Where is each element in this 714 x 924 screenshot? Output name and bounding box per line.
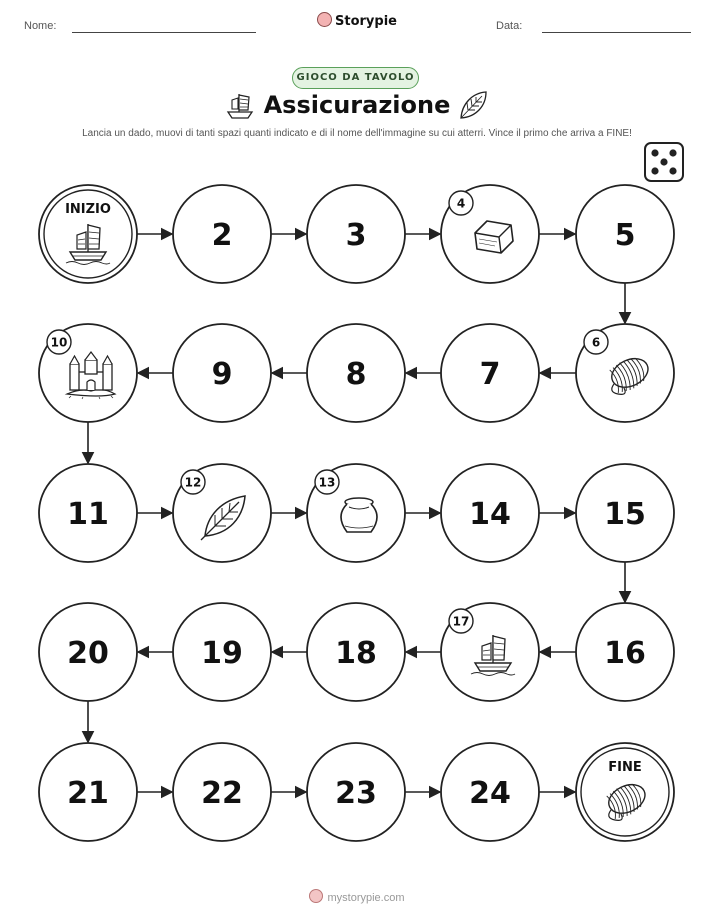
board-space [576,464,674,562]
space-number: 18 [335,636,377,671]
board-space [173,743,271,841]
board-space [441,185,539,283]
space-number: 20 [67,636,109,671]
space-number: 5 [614,218,636,253]
game-type-badge: GIOCO DA TAVOLO [292,67,419,89]
pig-icon [309,889,323,903]
board-space [441,743,539,841]
space-number: 15 [604,497,646,532]
space-number: 22 [201,776,243,811]
board-space [441,603,539,701]
board-space [307,743,405,841]
space-number-badge: 10 [50,335,68,350]
space-number-badge: 13 [318,475,336,490]
board-space [39,603,137,701]
space-number-badge: 17 [452,614,470,629]
board-space [307,185,405,283]
space-number: 8 [345,357,367,392]
board-space [307,603,405,701]
board-space [39,464,137,562]
footer [0,889,714,904]
space-number: 9 [211,357,233,392]
board-space [173,464,271,562]
board-space [576,324,674,422]
board-space [576,185,674,283]
space-number: 2 [211,218,233,253]
board-space [173,603,271,701]
space-number-badge: 12 [184,475,202,490]
space-number: 19 [201,636,243,671]
board-space [576,603,674,701]
board-space [307,324,405,422]
space-number-badge: 6 [591,335,601,350]
board-space [39,324,137,422]
space-number: 23 [335,776,377,811]
name-label: Nome: [24,20,57,32]
space-number: 14 [469,497,511,532]
space-number-badge: 4 [456,196,466,211]
pot-icon [341,498,377,532]
logo-text: Storypie [335,14,397,29]
page-title: Assicurazione [263,91,451,119]
date-label: Data: [496,20,523,32]
sandcastle-icon [67,352,115,399]
space-number: 7 [479,357,501,392]
space-number: 11 [67,497,109,532]
space-number: 21 [67,776,109,811]
space-number: 3 [345,218,367,253]
board-space [307,464,405,562]
board-space [173,185,271,283]
board-space [173,324,271,422]
finish-space [576,743,674,841]
space-label: FINE [608,760,642,775]
space-label: INIZIO [65,202,111,217]
start-space [39,185,137,283]
board-space [441,464,539,562]
instructions: Lancia un dado, muovi di tanti spazi quanti indicato e di il nome dell'immagine su cui atterri. Vince il primo che arriva a FINE! [82,128,632,139]
board-space [441,324,539,422]
footer-url: mystorypie.com [327,892,405,904]
board-space [39,743,137,841]
space-number: 16 [604,636,646,671]
space-number: 24 [469,776,511,811]
